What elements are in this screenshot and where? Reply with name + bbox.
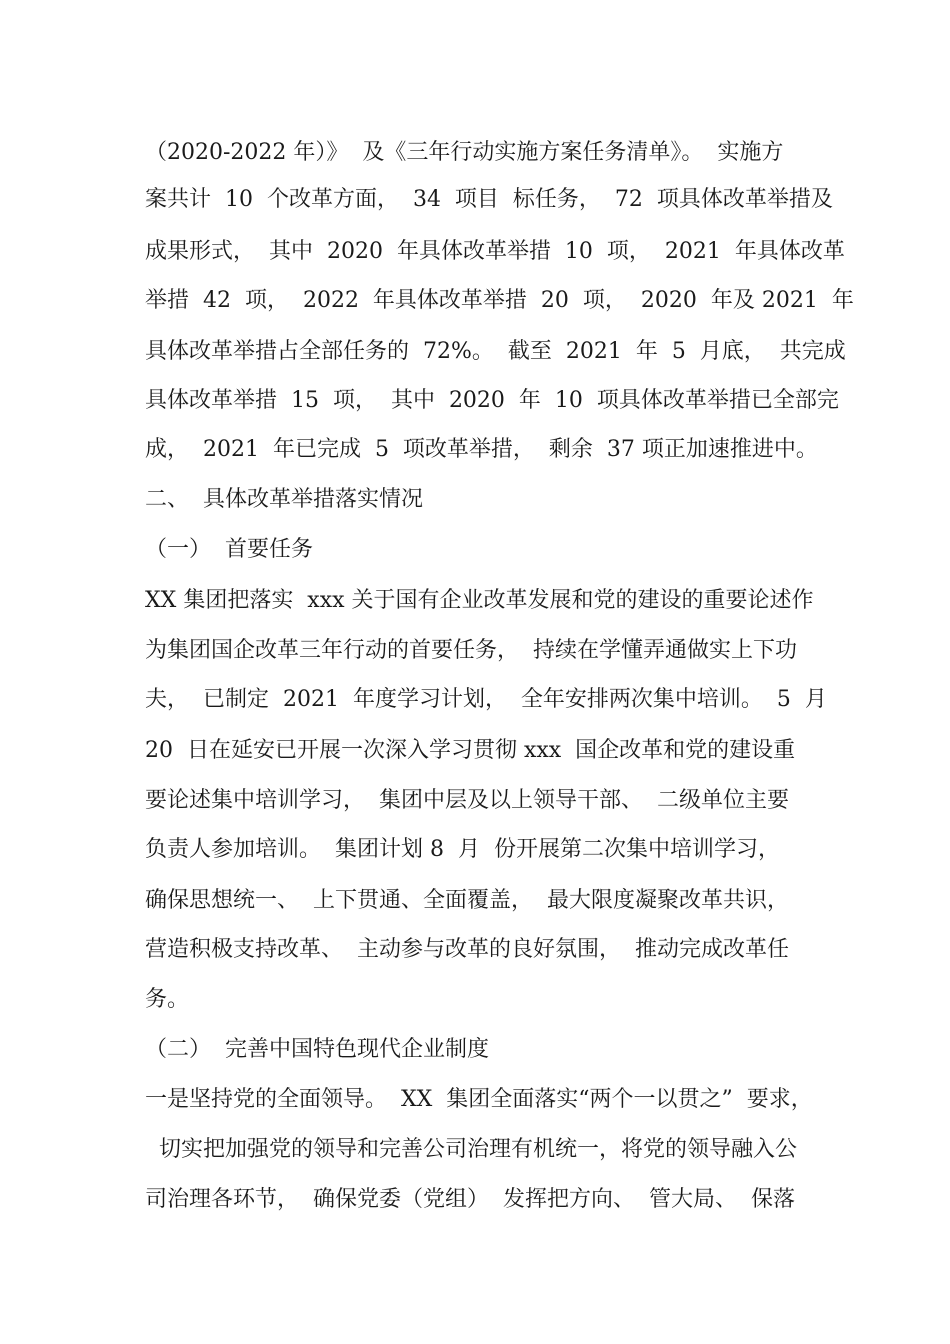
text-line: 负责人参加培训。 集团计划 8 月 份开展第二次集中培训学习， — [145, 837, 780, 862]
text-line: 司治理各环节， 确保党委（党组） 发挥把方向、 管大局、 保落 — [145, 1187, 795, 1212]
text-line: 要论述集中培训学习， 集团中层及以上领导干部、 二级单位主要 — [145, 788, 789, 813]
text-line: 为集团国企改革三年行动的首要任务， 持续在学懂弄通做实上下功 — [145, 638, 797, 663]
text-line: （2020-2022 年）》 及《三年行动实施方案任务清单》。 实施方 — [145, 140, 784, 165]
text-line: XX 集团把落实 xxx 关于国有企业改革发展和党的建设的重要论述作 — [145, 588, 814, 613]
text-line: 20 日在延安已开展一次深入学习贯彻 xxx 国企改革和党的建设重 — [145, 738, 796, 763]
text-line: 具体改革举措占全部任务的 72%。 截至 2021 年 5 月底， 共完成 — [145, 339, 846, 364]
text-line: 夫， 已制定 2021 年度学习计划， 全年安排两次集中培训。 5 月 — [145, 687, 827, 712]
section-heading: 二、 具体改革举措落实情况 — [145, 487, 423, 512]
text-line: 成果形式， 其中 2020 年具体改革举措 10 项， 2021 年具体改革 — [145, 239, 845, 264]
text-line: 营造积极支持改革、 主动参与改革的良好氛围， 推动完成改革任 — [145, 937, 789, 962]
text-line: 切实把加强党的领导和完善公司治理有机统一，将党的领导融入公 — [145, 1137, 797, 1162]
text-line: 具体改革举措 15 项， 其中 2020 年 10 项具体改革举措已全部完 — [145, 388, 839, 413]
text-line: 确保思想统一、 上下贯通、全面覆盖， 最大限度凝聚改革共识， — [145, 888, 789, 913]
text-line: 成， 2021 年已完成 5 项改革举措， 剩余 37 项正加速推进中。 — [145, 437, 818, 462]
text-line: 一是坚持党的全面领导。 XX 集团全面落实“两个一以贯之” 要求， — [145, 1087, 813, 1112]
text-line: 务。 — [145, 987, 190, 1012]
text-line: 案共计 10 个改革方面， 34 项目 标任务， 72 项具体改革举措及 — [145, 187, 833, 212]
subsection-heading: （二） 完善中国特色现代企业制度 — [145, 1037, 489, 1062]
subsection-heading: （一） 首要任务 — [145, 537, 313, 562]
text-line: 举措 42 项， 2022 年具体改革举措 20 项， 2020 年及 2021 年 — [145, 288, 854, 313]
